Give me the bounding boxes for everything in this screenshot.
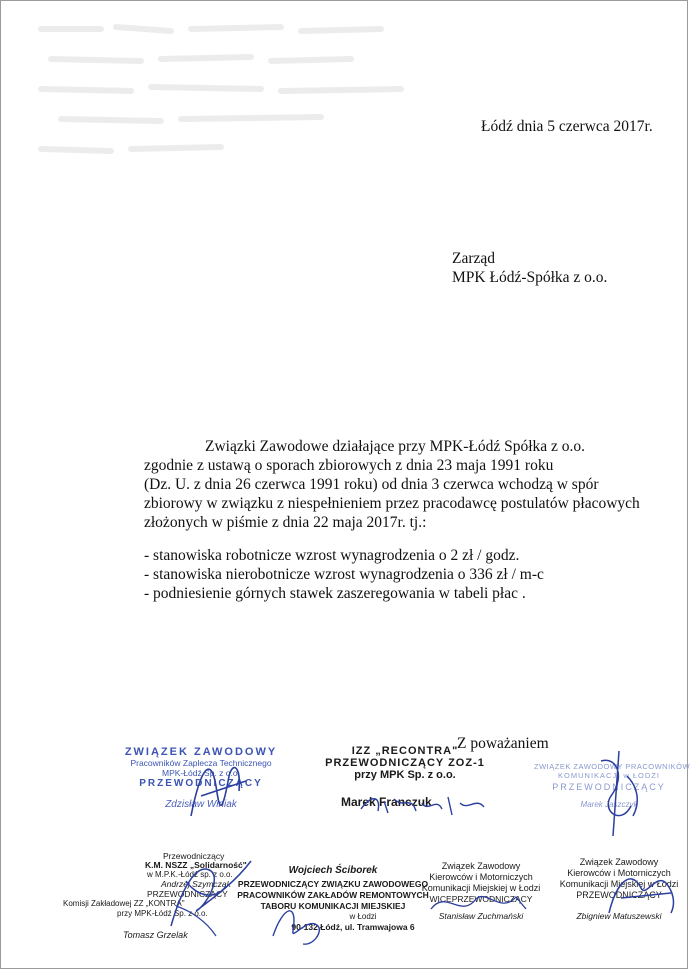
- stamp-3-line-3: PRZEWODNICZĄCY: [552, 782, 666, 792]
- stamp-4-line-7: przy MPK-Łódź Sp. z o.o.: [117, 909, 208, 918]
- stamp-4-name: Tomasz Grzelak: [123, 930, 188, 940]
- stamp-4-line-4: Andrzej Szymczak: [161, 879, 231, 889]
- stamp-7-line-4: PRZEWODNICZĄCY: [576, 890, 662, 900]
- demand-item-2: - stanowiska nierobotnicze wzrost wynagrodzenia o 336 zł / m-c: [144, 566, 544, 583]
- stamp-7-line-2: Kierowców i Motorniczych: [567, 868, 671, 878]
- stamp-1-line-3: MPK-Łódź Sp. z o.o.: [162, 768, 240, 778]
- stamp-4-line-3: w M.P.K.-Łódź sp. z o.o.: [147, 870, 233, 879]
- stamp-5-line-3: TABORU KOMUNIKACJI MIEJSKIEJ: [260, 901, 406, 911]
- recipient-line-2: MPK Łódź-Spółka z o.o.: [452, 269, 608, 286]
- place-date: Łódź dnia 5 czerwca 2017r.: [481, 118, 653, 135]
- stamp-2-line-3: przy MPK Sp. z o.o.: [354, 769, 456, 781]
- stamp-5-line-5: 90-132 Łódź, ul. Tramwajowa 6: [291, 922, 415, 932]
- stamp-6-name: Stanisław Zuchmański: [438, 911, 524, 921]
- stamp-zz-zakladow-remontowych: [233, 865, 433, 933]
- stamp-2-name: Marek Franczuk: [341, 795, 432, 809]
- body-line-2: zgodnie z ustawą o sporach zbiorowych z dnia 23 maja 1991 roku: [144, 457, 554, 474]
- body-line-5: złożonych w piśmie z dnia 22 maja 2017r. tj.:: [144, 514, 427, 531]
- stamp-4-line-5: PRZEWODNICZĄCY: [147, 889, 228, 899]
- stamp-zz-kierowcow-chair: [549, 857, 689, 922]
- stamp-5-line-4: w Łodzi: [349, 912, 377, 921]
- stamp-3-line-2: KOMUNIKACJI w ŁODZI: [558, 771, 660, 780]
- stamp-4-line-1: Przewodniczący: [163, 851, 225, 861]
- stamp-2-line-1: IZZ „RECONTRA": [351, 745, 459, 757]
- stamp-1-line-4: PRZEWODNICZĄCY: [139, 778, 263, 789]
- stamp-5-name: Wojciech Ściborek: [288, 865, 378, 876]
- stamp-3-line-1: ZWIĄZEK ZAWODOWY PRACOWNIKÓW: [534, 762, 690, 771]
- closing-regards: Z poważaniem: [457, 735, 549, 752]
- stamp-zz-zaplecza: [106, 746, 296, 810]
- stamp-7-line-1: Związek Zawodowy: [579, 857, 659, 867]
- stamp-4-line-6: Komisji Zakładowej ZZ „KONTRA": [63, 899, 185, 908]
- stamp-3-name: Marek Jaszczyk: [580, 800, 638, 809]
- stamp-1-line-1: ZWIĄZEK ZAWODOWY: [124, 746, 278, 758]
- stamp-1-name: Zdzisław Winiak: [165, 799, 237, 810]
- bleed-through-texture: [21, 9, 441, 259]
- stamp-zz-kierowcow-vice: [411, 861, 551, 922]
- demand-item-1: - stanowiska robotnicze wzrost wynagrodzenia o 2 zł / godz.: [144, 547, 520, 564]
- stamp-6-line-1: Związek Zawodowy: [441, 861, 521, 871]
- stamp-6-line-3: Komunikacji Miejskiej w Łodzi: [421, 883, 541, 893]
- stamp-6-line-4: WICEPRZEWODNICZĄCY: [429, 894, 533, 904]
- demand-item-3: - podniesienie górnych stawek zaszeregowania w tabeli płac .: [144, 585, 526, 602]
- stamp-1-line-2: Pracowników Zaplecza Technicznego: [130, 758, 272, 768]
- stamp-izz-recontra: [305, 745, 505, 809]
- body-line-3: (Dz. U. z dnia 26 czerwca 1991 roku) od dnia 3 czerwca wchodzą w spór: [144, 476, 599, 493]
- body-line-1: Związki Zawodowe działające przy MPK-Łódź Spółka z o.o.: [205, 438, 586, 455]
- stamp-5-line-1: PRZEWODNICZĄCY ZWIĄZKU ZAWODOWEGO: [237, 879, 429, 889]
- recipient-line-1: Zarząd: [452, 250, 496, 267]
- stamp-5-line-2: PRACOWNIKÓW ZAKŁADÓW REMONTOWYCH: [237, 890, 429, 900]
- stamp-7-name: Zbigniew Matuszewski: [576, 911, 662, 921]
- stamp-zz-komunikacji: [534, 762, 690, 809]
- body-line-4: zbiorowy w związku z niespełnieniem przez pracodawcę postulatów płacowych: [144, 495, 640, 512]
- stamp-2-line-2: PRZEWODNICZĄCY ZOZ-1: [325, 757, 485, 769]
- stamp-6-line-2: Kierowców i Motorniczych: [429, 872, 533, 882]
- stamp-4-line-2: K.M. NSZZ „Solidarność": [145, 860, 247, 870]
- stamp-7-line-3: Komunikacji Miejskiej w Łodzi: [559, 879, 679, 889]
